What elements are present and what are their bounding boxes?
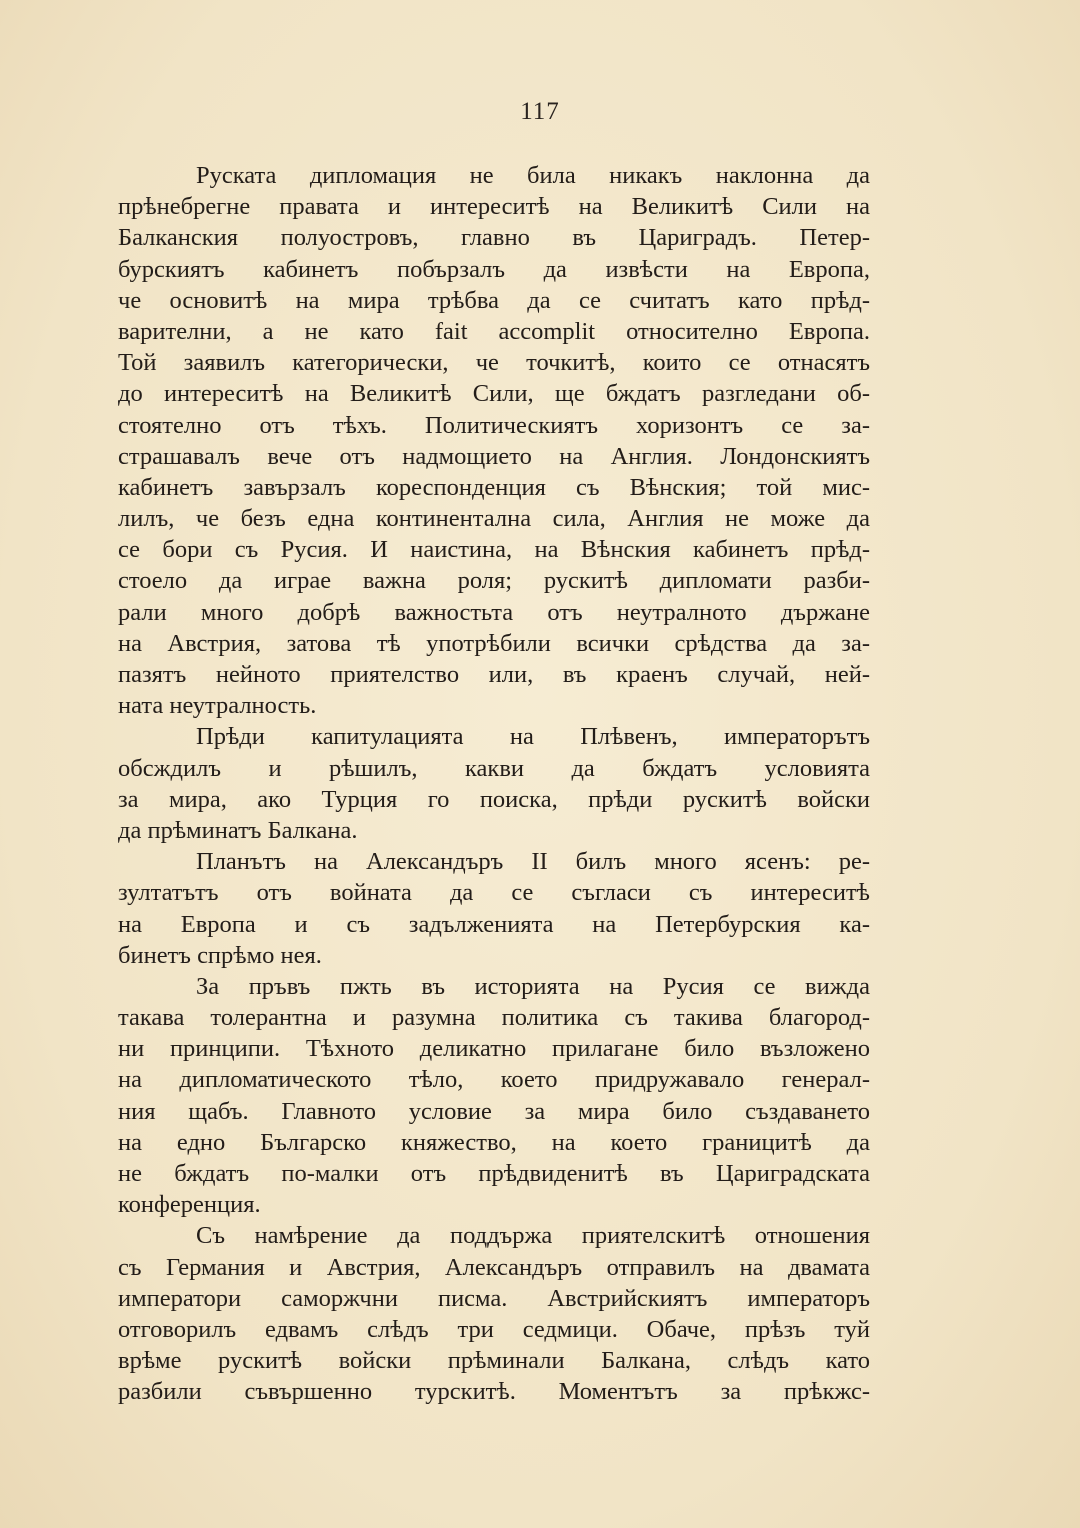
text-line: бинетъ спрѣмо нея. bbox=[118, 941, 322, 969]
text-line: конференция. bbox=[118, 1191, 261, 1219]
text-line: бурскиятъ кабинетъ побързалъ да извѣсти на Европа, bbox=[118, 255, 870, 283]
body-text bbox=[118, 160, 870, 1408]
text-line: лилъ, че безъ една континентална сила, Англия не може да bbox=[118, 505, 870, 533]
text-line: императори саморжчни писма. Австрийскиятъ императоръ bbox=[118, 1284, 870, 1312]
text-line: разбили съвършенно турскитѣ. Моментътъ за прѣкжс- bbox=[118, 1378, 870, 1406]
text-line: за мира, ако Турция го поиска, прѣди рускитѣ войски bbox=[118, 785, 870, 813]
text-line: кабинетъ завързалъ кореспонденция съ Вѣнския; той мис- bbox=[118, 473, 870, 501]
text-line: пазятъ нейното приятелство или, въ краенъ случай, ней- bbox=[118, 661, 870, 688]
page-number: 117 bbox=[520, 98, 560, 125]
text-line: Съ намѣрение да поддържа приятелскитѣ отношения bbox=[196, 1222, 870, 1250]
text-line: се бори съ Русия. И наистина, на Вѣнския кабинетъ прѣд- bbox=[118, 536, 870, 564]
text-line: ната неутралность. bbox=[118, 692, 317, 720]
text-line: врѣме рускитѣ войски прѣминали Балкана, слѣдъ като bbox=[118, 1347, 870, 1375]
text-line: отговорилъ едвамъ слѣдъ три седмици. Обаче, прѣзъ туй bbox=[118, 1315, 870, 1343]
text-line: на Австрия, затова тѣ употрѣбили всички срѣдства да за- bbox=[118, 629, 870, 657]
text-line: Руската дипломация не била никакъ наклонна да bbox=[196, 162, 870, 189]
text-line: на Европа и съ задълженията на Петербурския ка- bbox=[118, 910, 870, 938]
text-line: ни принципи. Тѣхното деликатно прилагане било възложено bbox=[118, 1035, 870, 1063]
text-line: рали много добрѣ важностьта отъ неутралното държане bbox=[118, 598, 870, 626]
text-line: Планътъ на Александъръ II билъ много ясенъ: ре- bbox=[196, 848, 870, 876]
text-line: зултатътъ отъ войната да се съгласи съ интереситѣ bbox=[118, 879, 870, 907]
text-line: За пръвъ пжть въ историята на Русия се вижда bbox=[196, 972, 870, 1000]
text-line: Прѣди капитулацията на Плѣвенъ, императорътъ bbox=[196, 723, 870, 751]
text-line: такава толерантна и разумна политика съ такива благород- bbox=[118, 1004, 870, 1032]
text-line: обсждилъ и рѣшилъ, какви да бждатъ условията bbox=[118, 754, 870, 782]
text-line: на едно Българско княжество, на което границитѣ да bbox=[118, 1128, 870, 1156]
text-line: стоело да играе важна роля; рускитѣ дипломати разби- bbox=[118, 567, 870, 595]
text-line: ния щабъ. Главното условие за мира било създаването bbox=[118, 1097, 870, 1125]
text-line: прѣнебрегне правата и интереситѣ на Великитѣ Сили на bbox=[118, 193, 870, 221]
text-line: до интереситѣ на Великитѣ Сили, ще бждатъ разгледани об- bbox=[118, 380, 870, 408]
text-line: Балканския полуостровъ, главно въ Цариградъ. Петер- bbox=[118, 224, 870, 252]
text-line: страшавалъ вече отъ надмощието на Англия. Лондонскиятъ bbox=[118, 442, 870, 470]
text-line: варителни, а не като fait accomplit относително Европа. bbox=[118, 317, 870, 345]
text-line: съ Германия и Австрия, Александъръ отправилъ на двамата bbox=[118, 1253, 870, 1281]
text-line: Той заявилъ категорически, че точкитѣ, които се отнасятъ bbox=[118, 349, 870, 377]
text-line: да прѣминатъ Балкана. bbox=[118, 816, 358, 844]
text-line: на дипломатическото тѣло, което придружавало генерал- bbox=[118, 1066, 870, 1094]
text-line: стоятелно отъ тѣхъ. Политическиятъ хоризонтъ се за- bbox=[118, 411, 870, 439]
text-line: че основитѣ на мира трѣбва да се считатъ като прѣд- bbox=[118, 286, 870, 314]
text-line: не бждатъ по-малки отъ прѣдвиденитѣ въ Цариградската bbox=[118, 1160, 870, 1187]
